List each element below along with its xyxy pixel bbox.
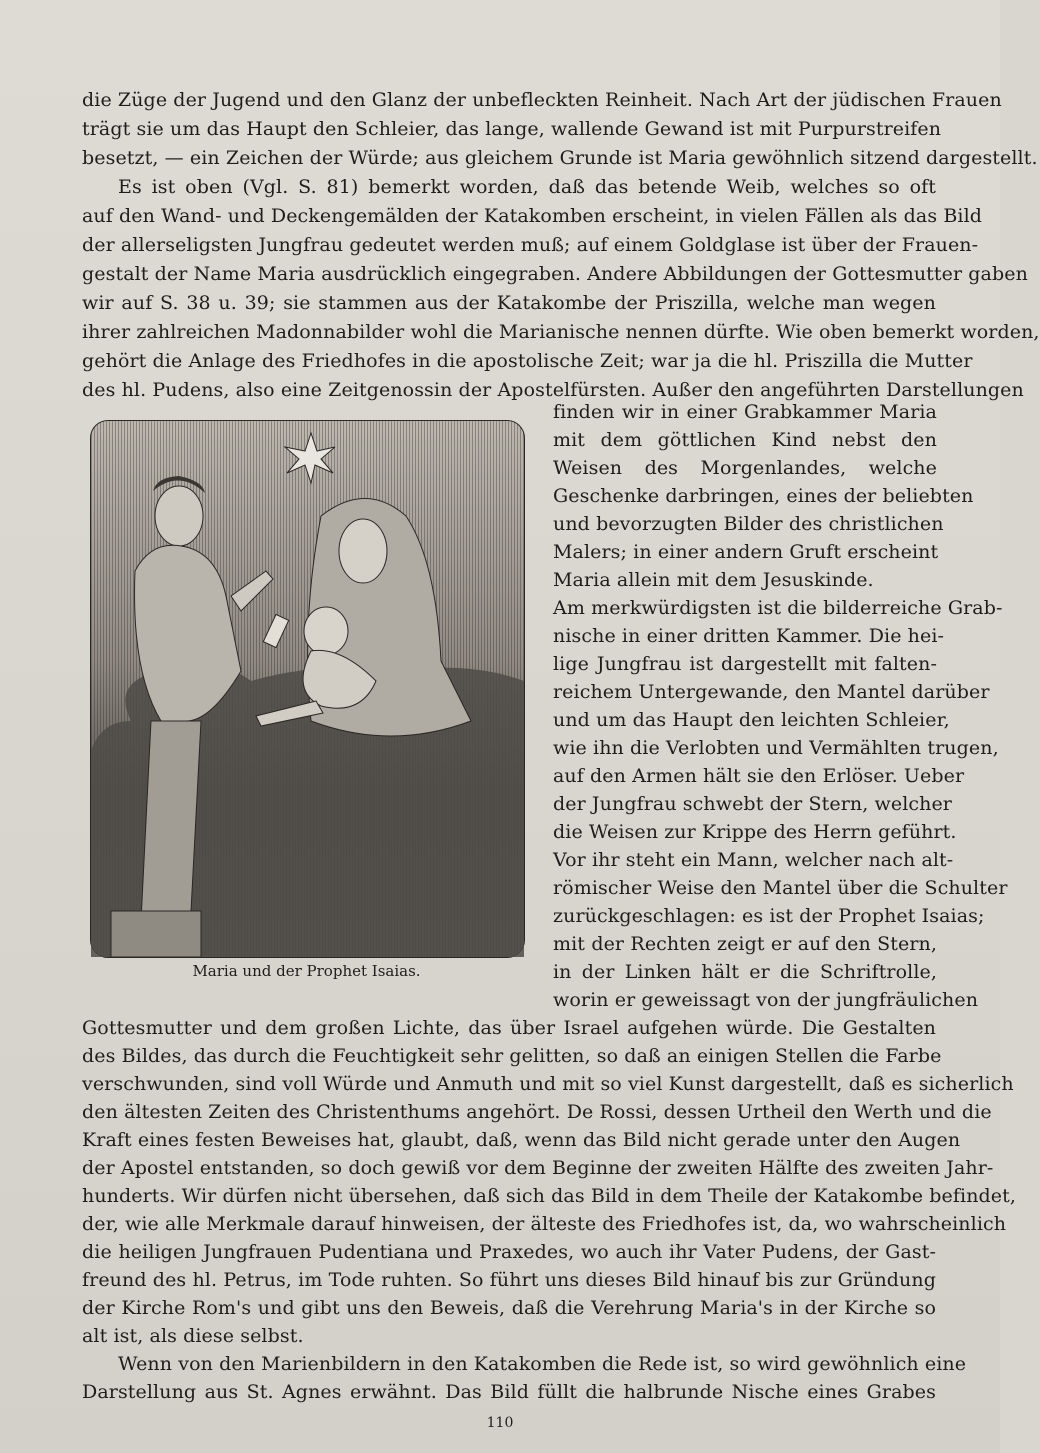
engraving-illustration <box>90 420 525 958</box>
text-line: Vor ihr steht ein Mann, welcher nach alt- <box>553 849 954 871</box>
text-line: die Züge der Jugend und den Glanz der unbefleckten Reinheit. Nach Art der jüdischen Frauen <box>82 89 1002 111</box>
text-line: hunderts. Wir dürfen nicht übersehen, daß sich das Bild in dem Theile der Katakombe befindet, <box>82 1185 1017 1207</box>
text-line: finden wir in einer Grabkammer Maria <box>553 401 937 423</box>
page-number: 110 <box>486 1415 514 1431</box>
text-line: zurückgeschlagen: es ist der Prophet Isaias; <box>553 905 985 927</box>
text-line: Geschenke darbringen, eines der beliebten <box>553 485 974 507</box>
text-line: den ältesten Zeiten des Christenthums angehört. De Rossi, dessen Urtheil den Werth und die <box>82 1101 992 1123</box>
text-line: Wenn von den Marienbildern in den Katakomben die Rede ist, so wird gewöhnlich eine <box>118 1353 967 1375</box>
text-line: verschwunden, sind voll Würde und Anmuth und mit so viel Kunst dargestellt, daß es sicherlich <box>82 1073 1014 1095</box>
text-line: gestalt der Name Maria ausdrücklich eingegraben. Andere Abbildungen der Gottesmutter gaben <box>82 263 1028 285</box>
text-line: wir auf S. 38 u. 39; sie stammen aus der Katakombe der Priszilla, welche man wegen <box>82 292 936 314</box>
text-line: mit dem göttlichen Kind nebst den <box>553 429 937 451</box>
text-line: Am merkwürdigsten ist die bilderreiche Grab- <box>553 597 1003 619</box>
text-line: der Kirche Rom's und gibt uns den Beweis, daß die Verehrung Maria's in der Kirche so <box>82 1297 936 1319</box>
text-line: der allerseligsten Jungfrau gedeutet werden muß; auf einem Goldglase ist über der Frauen- <box>82 234 979 256</box>
text-line: des Bildes, das durch die Feuchtigkeit sehr gelitten, so daß an einigen Stellen die Farbe <box>82 1045 942 1067</box>
text-line: ihrer zahlreichen Madonnabilder wohl die Marianische nennen dürfte. Wie oben bemerkt worden, <box>82 321 1040 343</box>
text-line: alt ist, als diese selbst. <box>82 1325 304 1347</box>
text-line: Malers; in einer andern Gruft erscheint <box>553 541 939 563</box>
text-line: der Jungfrau schwebt der Stern, welcher <box>553 793 952 815</box>
text-line: Weisen des Morgenlandes, welche <box>553 457 937 479</box>
text-line: mit der Rechten zeigt er auf den Stern, <box>553 933 937 955</box>
text-line: die heiligen Jungfrauen Pudentiana und Praxedes, wo auch ihr Vater Pudens, der Gast- <box>82 1241 936 1263</box>
figure-caption: Maria und der Prophet Isaias. <box>192 962 421 980</box>
text-line: lige Jungfrau ist dargestellt mit falten- <box>553 653 937 675</box>
text-line: Kraft eines festen Beweises hat, glaubt, daß, wenn das Bild nicht gerade unter den Augen <box>82 1129 961 1151</box>
text-line: nische in einer dritten Kammer. Die hei- <box>553 625 945 647</box>
text-line: der Apostel entstanden, so doch gewiß vor dem Beginne der zweiten Hälfte des zweiten Jahr- <box>82 1157 994 1179</box>
text-line: Es ist oben (Vgl. S. 81) bemerkt worden, daß das betende Weib, welches so oft <box>118 176 936 198</box>
text-line: und bevorzugten Bilder des christlichen <box>553 513 944 535</box>
text-line: Darstellung aus St. Agnes erwähnt. Das Bild füllt die halbrunde Nische eines Grabes <box>82 1381 936 1403</box>
text-line: Maria allein mit dem Jesuskinde. <box>553 569 874 591</box>
text-line: und um das Haupt den leichten Schleier, <box>553 709 950 731</box>
text-line: römischer Weise den Mantel über die Schulter <box>553 877 1008 899</box>
text-line: worin er geweissagt von der jungfräulichen <box>553 989 979 1011</box>
text-line: die Weisen zur Krippe des Herrn geführt. <box>553 821 957 843</box>
text-line: gehört die Anlage des Friedhofes in die apostolische Zeit; war ja die hl. Priszilla die Mutter <box>82 350 973 372</box>
text-line: des hl. Pudens, also eine Zeitgenossin der Apostelfürsten. Außer den angeführten Darstellungen <box>82 379 1024 401</box>
text-line: besetzt, — ein Zeichen der Würde; aus gleichem Grunde ist Maria gewöhnlich sitzend dargestellt. <box>82 147 1038 169</box>
text-line: reichem Untergewande, den Mantel darüber <box>553 681 990 703</box>
star-icon <box>285 433 335 483</box>
text-line: auf den Wand- und Deckengemälden der Katakomben erscheint, in vielen Fällen als das Bild <box>82 205 983 227</box>
text-line: auf den Armen hält sie den Erlöser. Ueber <box>553 765 965 787</box>
text-line: trägt sie um das Haupt den Schleier, das lange, wallende Gewand ist mit Purpurstreifen <box>82 118 942 140</box>
text-line: freund des hl. Petrus, im Tode ruhten. So führt uns dieses Bild hinauf bis zur Gründung <box>82 1269 936 1291</box>
text-line: in der Linken hält er die Schriftrolle, <box>553 961 937 983</box>
text-line: wie ihn die Verlobten und Vermählten trugen, <box>553 737 999 759</box>
text-line: Gottesmutter und dem großen Lichte, das über Israel aufgehen würde. Die Gestalten <box>82 1017 936 1039</box>
engraving-drawing <box>91 421 524 957</box>
text-line: der, wie alle Merkmale darauf hinweisen, der älteste des Friedhofes ist, da, wo wahrscheinlich <box>82 1213 1007 1235</box>
